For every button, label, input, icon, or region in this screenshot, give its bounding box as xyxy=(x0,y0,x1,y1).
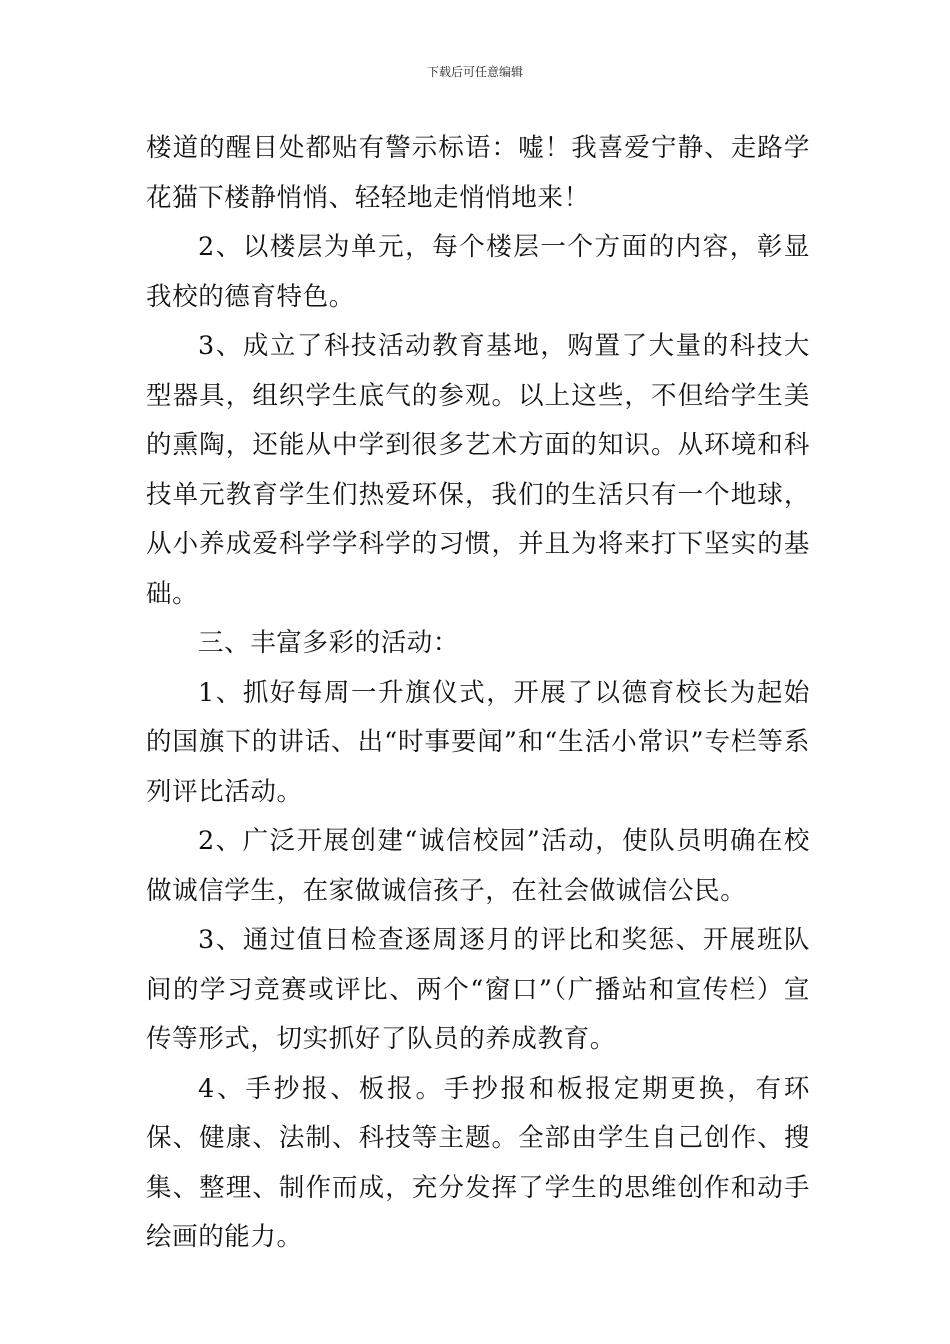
paragraph-5: 1、抓好每周一升旗仪式，开展了以德育校长为起始的国旗下的讲话、出“时事要闻”和“生活小常识”专栏等系列评比活动。 xyxy=(146,677,810,807)
document-body xyxy=(146,124,810,1263)
paragraph-2: 2、以楼层为单元，每个楼层一个方面的内容，彰显我校的德育特色。 xyxy=(146,232,810,312)
section-heading-activities: 三、丰富多彩的活动： xyxy=(198,628,460,658)
paragraph-1: 楼道的醒目处都贴有警示标语：嘘！我喜爱宁静、走路学花猫下楼静悄悄、轻轻地走悄悄地来！ xyxy=(146,133,810,213)
paragraph-8: 4、手抄报、板报。手抄报和板报定期更换，有环保、健康、法制、科技等主题。全部由学生自己创作、搜集、整理、制作而成，充分发挥了学生的思维创作和动手绘画的能力。 xyxy=(146,1073,810,1252)
paragraph-7: 3、通过值日检查逐周逐月的评比和奖惩、开展班队间的学习竞赛或评比、两个“窗口”（广播站和宣传栏）宣传等形式，切实抓好了队员的养成教育。 xyxy=(146,925,810,1054)
page-header: 下载后可任意编辑 xyxy=(426,65,523,79)
paragraph-6: 2、广泛开展创建“诚信校园”活动，使队员明确在校做诚信学生，在家做诚信孩子，在社会做诚信公民。 xyxy=(146,826,810,906)
paragraph-3: 3、成立了科技活动教育基地，购置了大量的科技大型器具，组织学生底气的参观。以上这些，不但给学生美的熏陶，还能从中学到很多艺术方面的知识。从环境和科技单元教育学生们热爱环保，我们的生活只有一个地球，从小养成爱科学学科学的习惯，并且为将来打下坚实的基础。 xyxy=(146,331,810,609)
